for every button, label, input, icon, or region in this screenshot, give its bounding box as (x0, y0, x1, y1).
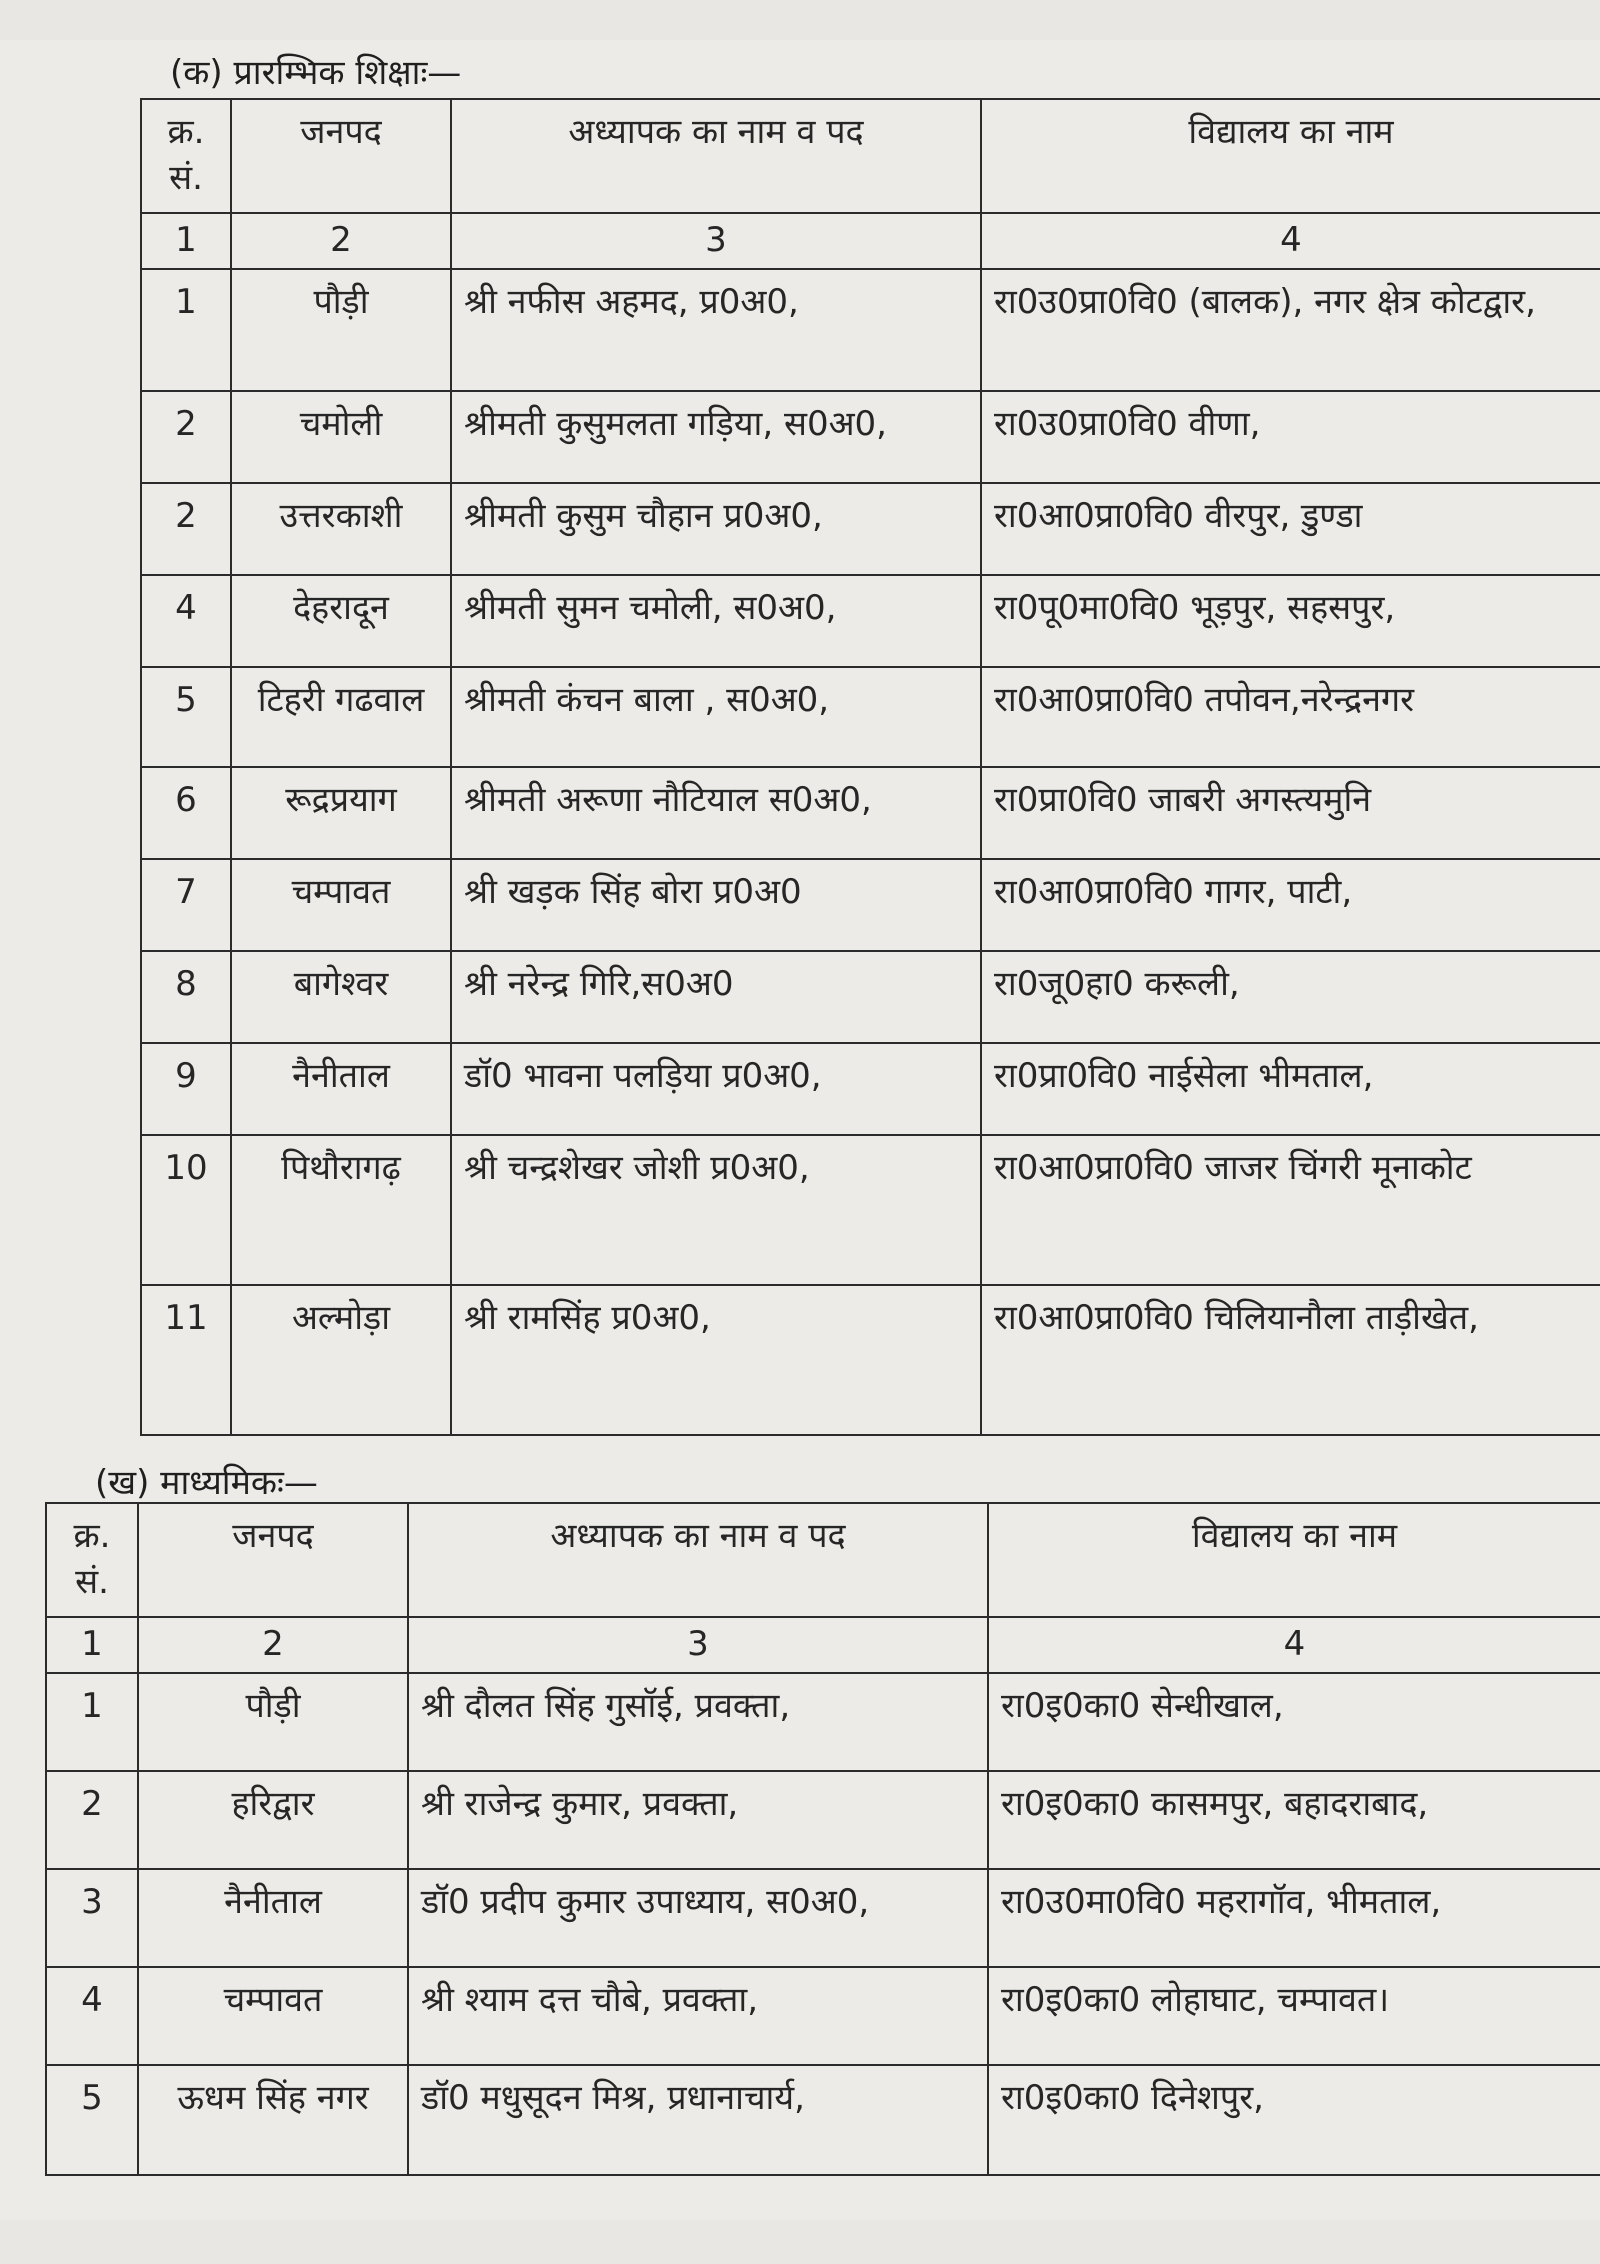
serial-number: 6 (141, 767, 231, 859)
document-page (0, 40, 1600, 2220)
teacher-name: श्री नफीस अहमद, प्र0अ0, (451, 269, 981, 391)
table-row (141, 483, 1600, 575)
table-row (141, 767, 1600, 859)
school-name: रा0प्रा0वि0 जाबरी अगस्त्यमुनि (981, 767, 1600, 859)
teacher-name: श्री नरेन्द्र गिरि,स0अ0 (451, 951, 981, 1043)
secondary-education-table (45, 1502, 1600, 2176)
school-name: रा0आ0प्रा0वि0 गागर, पाटी, (981, 859, 1600, 951)
school-name: रा0इ0का0 लोहाघाट, चम्पावत। (988, 1967, 1600, 2065)
table-row (141, 1043, 1600, 1135)
table-row (141, 1285, 1600, 1435)
primary-education-table (140, 98, 1600, 1436)
school-name: रा0उ0प्रा0वि0 वीणा, (981, 391, 1600, 483)
school-name: रा0प्रा0वि0 नाईसेला भीमताल, (981, 1043, 1600, 1135)
serial-number: 2 (141, 391, 231, 483)
district: अल्मोड़ा (231, 1285, 451, 1435)
district: बागेश्वर (231, 951, 451, 1043)
teacher-name: श्री रामसिंह प्र0अ0, (451, 1285, 981, 1435)
serial-number: 4 (141, 575, 231, 667)
district: चम्पावत (138, 1967, 408, 2065)
district: नैनीताल (231, 1043, 451, 1135)
table-row (141, 951, 1600, 1043)
teacher-name: डॉ0 मधुसूदन मिश्र, प्रधानाचार्य, (408, 2065, 988, 2175)
school-name: रा0आ0प्रा0वि0 वीरपुर, डुण्डा (981, 483, 1600, 575)
col-number: 3 (451, 213, 981, 269)
teacher-name: श्री चन्द्रशेखर जोशी प्र0अ0, (451, 1135, 981, 1285)
table-row (46, 1771, 1600, 1869)
serial-number: 7 (141, 859, 231, 951)
column-number-row (141, 213, 1600, 269)
col-number: 1 (141, 213, 231, 269)
serial-number: 10 (141, 1135, 231, 1285)
col-number: 1 (46, 1617, 138, 1673)
teacher-name: श्री दौलत सिंह गुसॉई, प्रवक्ता, (408, 1673, 988, 1771)
col-header-sn: क्र. सं. (46, 1503, 138, 1617)
teacher-name: डॉ0 भावना पलड़िया प्र0अ0, (451, 1043, 981, 1135)
serial-number: 9 (141, 1043, 231, 1135)
col-header-school: विद्यालय का नाम (981, 99, 1600, 213)
district: हरिद्वार (138, 1771, 408, 1869)
serial-number: 8 (141, 951, 231, 1043)
district: देहरादून (231, 575, 451, 667)
teacher-name: श्रीमती सुमन चमोली, स0अ0, (451, 575, 981, 667)
table-row (46, 1673, 1600, 1771)
section-b-heading: (ख) माध्यमिकः— (95, 1463, 318, 1503)
table-row (141, 575, 1600, 667)
serial-number: 5 (141, 667, 231, 767)
teacher-name: श्रीमती अरूणा नौटियाल स0अ0, (451, 767, 981, 859)
teacher-name: श्रीमती कुसुमलता गड़िया, स0अ0, (451, 391, 981, 483)
col-header-teacher: अध्यापक का नाम व पद (408, 1503, 988, 1617)
serial-number: 4 (46, 1967, 138, 2065)
col-header-district: जनपद (138, 1503, 408, 1617)
district: पिथौरागढ़ (231, 1135, 451, 1285)
school-name: रा0जू0हा0 करूली, (981, 951, 1600, 1043)
col-number: 3 (408, 1617, 988, 1673)
table-row (46, 1869, 1600, 1967)
serial-number: 1 (46, 1673, 138, 1771)
school-name: रा0इ0का0 सेन्धीखाल, (988, 1673, 1600, 1771)
school-name: रा0आ0प्रा0वि0 तपोवन,नरेन्द्रनगर (981, 667, 1600, 767)
table-row (46, 1967, 1600, 2065)
column-number-row (46, 1617, 1600, 1673)
serial-number: 2 (141, 483, 231, 575)
school-name: रा0इ0का0 दिनेशपुर, (988, 2065, 1600, 2175)
header-row (46, 1503, 1600, 1617)
district: रूद्रप्रयाग (231, 767, 451, 859)
table-row (141, 269, 1600, 391)
serial-number: 2 (46, 1771, 138, 1869)
teacher-name: श्री राजेन्द्र कुमार, प्रवक्ता, (408, 1771, 988, 1869)
teacher-name: श्रीमती कंचन बाला , स0अ0, (451, 667, 981, 767)
header-row (141, 99, 1600, 213)
district: नैनीताल (138, 1869, 408, 1967)
table-row (141, 391, 1600, 483)
serial-number: 11 (141, 1285, 231, 1435)
col-header-district: जनपद (231, 99, 451, 213)
serial-number: 1 (141, 269, 231, 391)
table-row (141, 667, 1600, 767)
col-number: 2 (138, 1617, 408, 1673)
district: पौड़ी (231, 269, 451, 391)
table-row (46, 2065, 1600, 2175)
table-row (141, 859, 1600, 951)
district: पौड़ी (138, 1673, 408, 1771)
col-number: 2 (231, 213, 451, 269)
col-number: 4 (988, 1617, 1600, 1673)
serial-number: 3 (46, 1869, 138, 1967)
district: चम्पावत (231, 859, 451, 951)
teacher-name: श्री खड़क सिंह बोरा प्र0अ0 (451, 859, 981, 951)
district: चमोली (231, 391, 451, 483)
teacher-name: श्रीमती कुसुम चौहान प्र0अ0, (451, 483, 981, 575)
district: टिहरी गढवाल (231, 667, 451, 767)
col-header-teacher: अध्यापक का नाम व पद (451, 99, 981, 213)
col-header-school: विद्यालय का नाम (988, 1503, 1600, 1617)
school-name: रा0उ0प्रा0वि0 (बालक), नगर क्षेत्र कोटद्वार, (981, 269, 1600, 391)
col-number: 4 (981, 213, 1600, 269)
table-row (141, 1135, 1600, 1285)
school-name: रा0उ0मा0वि0 महरागॉव, भीमताल, (988, 1869, 1600, 1967)
section-a-heading: (क) प्रारम्भिक शिक्षाः— (170, 53, 462, 93)
school-name: रा0आ0प्रा0वि0 जाजर चिंगरी मूनाकोट (981, 1135, 1600, 1285)
school-name: रा0पू0मा0वि0 भूड़पुर, सहसपुर, (981, 575, 1600, 667)
school-name: रा0इ0का0 कासमपुर, बहादराबाद, (988, 1771, 1600, 1869)
district: उत्तरकाशी (231, 483, 451, 575)
school-name: रा0आ0प्रा0वि0 चिलियानौला ताड़ीखेत, (981, 1285, 1600, 1435)
col-header-sn: क्र. सं. (141, 99, 231, 213)
teacher-name: डॉ0 प्रदीप कुमार उपाध्याय, स0अ0, (408, 1869, 988, 1967)
serial-number: 5 (46, 2065, 138, 2175)
teacher-name: श्री श्याम दत्त चौबे, प्रवक्ता, (408, 1967, 988, 2065)
district: ऊधम सिंह नगर (138, 2065, 408, 2175)
